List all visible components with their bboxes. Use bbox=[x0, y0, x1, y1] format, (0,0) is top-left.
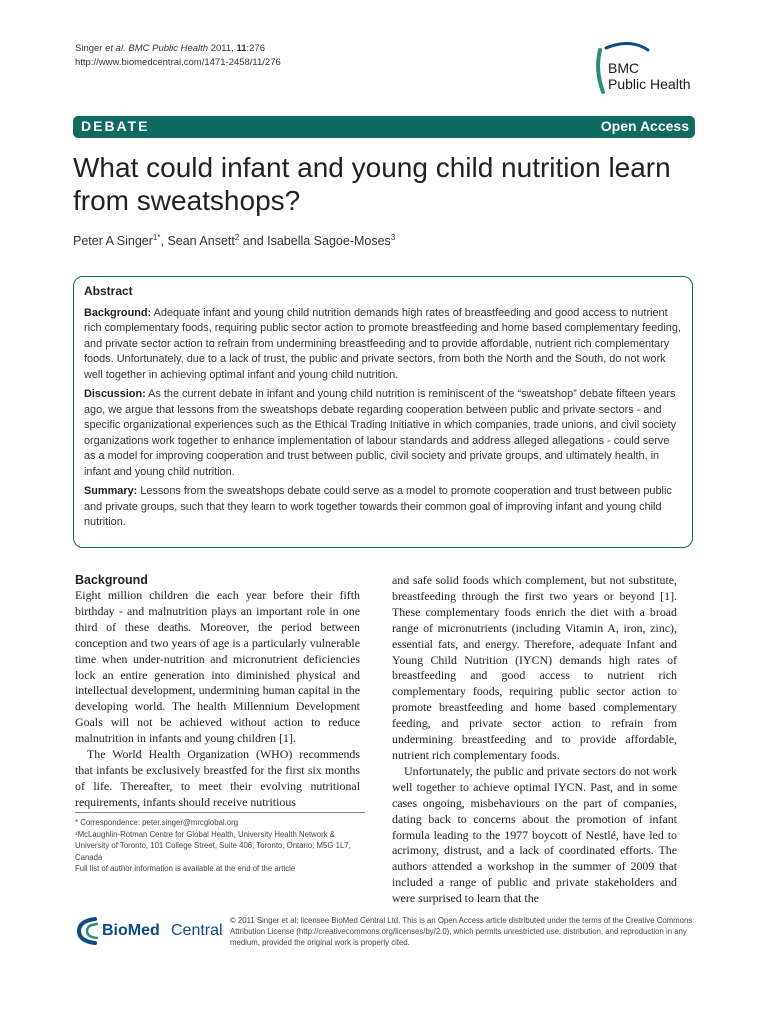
bmc-public-health-logo bbox=[592, 42, 702, 102]
article-type-banner bbox=[73, 116, 695, 138]
central-logo-word: Central bbox=[171, 922, 223, 939]
article-type-label: DEBATE bbox=[81, 118, 150, 134]
abstract-background: Background: Adequate infant and young child nutrition demands high rates of breastfeeding and good access to nutrient rich complementary foods, requiring public sector action to promote breastfeeding and home based complementary feeding, and private sector action to refrain from undermining breastfeeding and to provide affordable, nutrient rich complementary foods. Unfortunately, due to a lack of trust, the public and private sectors, from both the North and the South, do not work well together in achieving optimal infant and young child nutrition. bbox=[84, 306, 681, 381]
biomed-arc-icon bbox=[75, 915, 101, 945]
author-name: Isabella Sagoe-Moses bbox=[267, 234, 391, 249]
author-list: Peter A Singer$^{1*}$, Sean Ansett$^2$ and Isabella Sagoe-Moses$^3$ bbox=[73, 233, 396, 249]
body-paragraph: Eight million children die each year before their fifth birthday - and malnutrition plays an important role in one third of these deaths. Moreover, the period between conception and two years of age is a particularly vulnerable time when under-nutrition and micronutrient deficiencies lock an entire generation into diminished physical and intellectual development, undermining human capital in the developing world. The health Millennium Development Goals will not be achieved without action to reduce malnutrition in infants and young children [1]. bbox=[75, 588, 360, 746]
body-paragraph: The World Health Organization (WHO) recommends that infants be exclusively breastfed for the first six months of life. Thereafter, to meet their evolving nutritional requirements, infants should receive nutritious bbox=[75, 747, 360, 809]
abstract-heading: Abstract bbox=[84, 284, 133, 298]
author-name: Peter A Singer bbox=[73, 234, 153, 249]
body-column-left bbox=[75, 572, 360, 811]
author-affiliation: 2 bbox=[234, 233, 240, 242]
citation-line: Singer et al. BMC Public Health 2011, 11:276 bbox=[75, 43, 265, 54]
license-statement: © 2011 Singer et al; licensee BioMed Central Ltd. This is an Open Access article distributed under the terms of the Creative Commons Attribution License (http://creativecommons.org/licenses/by/2.0), which permits unrestricted use, distribution, and reproduction in any medium, provided the original work is properly cited. bbox=[230, 916, 693, 947]
author-name: Sean Ansett bbox=[167, 234, 235, 249]
body-column-right bbox=[392, 573, 677, 907]
citation-header bbox=[75, 42, 281, 70]
article-url[interactable]: http://www.biomedcentral.com/1471-2458/11/276 bbox=[75, 57, 281, 68]
abstract-discussion: Discussion: As the current debate in infant and young child nutrition is reminiscent of the “sweatshop” debate fifteen years ago, we argue that lessons from the sweatshops debate regarding cooperation between public and private sectors - and specific organizational experiences such as the Ethical Trading Initiative in which companies, trade unions, and civil society organizations work together to enhance implementation of labour standards and address alleged allegations - could serve as a model for improving cooperation and trust between public, civil society and private groups, and ultimately health, in infant and young child nutrition. bbox=[84, 388, 677, 478]
abstract-box bbox=[73, 276, 693, 548]
affiliation-note: ¹McLaughlin-Rotman Centre for Global Health, University Health Network & University of Toronto, 101 College Street, Suite 406, Toronto, Ontario, M5G 1L7, Canada bbox=[75, 829, 351, 862]
correspondence-note: * Correspondence: peter.singer@mrcglobal.org bbox=[75, 818, 239, 827]
biomed-central-logo bbox=[75, 915, 225, 949]
author-info-note: Full list of author information is available at the end of the article bbox=[75, 864, 296, 873]
abstract-summary: Summary: Lessons from the sweatshops debate could serve as a model to promote cooperation and trust between public and private groups, such that they learn to work together towards their common goal of improving infant and young child nutrition. bbox=[84, 485, 672, 528]
biomed-logo-word: BioMed bbox=[102, 922, 160, 939]
footnotes bbox=[75, 812, 365, 875]
body-paragraph: and safe solid foods which complement, but not substitute, breastfeeding through the first two years or beyond [1]. These complementary foods enrich the diet with a broad range of micronutrients (including Vitamin A, iron, zinc), essential fats, and energy. Therefore, adequate Infant and Young Child Nutrition (IYCN) demands high rates of breastfeeding and good access to nutrient rich complementary foods, requiring public sector action to promote breastfeeding and home based complementary feeding, and private sector action to refrain from undermining breastfeeding and to provide affordable, nutrient rich complementary foods. bbox=[392, 573, 677, 762]
author-affiliation: 1* bbox=[152, 233, 161, 242]
open-access-label: Open Access bbox=[600, 118, 689, 134]
author-affiliation: 3 bbox=[390, 233, 396, 242]
journal-logo-line1: BMC bbox=[608, 60, 640, 76]
article-title: What could infant and young child nutrition learn from sweatshops? bbox=[73, 152, 671, 216]
journal-logo-line2: Public Health bbox=[608, 76, 691, 92]
body-paragraph: Unfortunately, the public and private sectors do not work well together to achieve optimal IYCN. Past, and in some cases ongoing, misbehaviours on the part of companies, dating back to concerns about the promotion of infant formula leading to the 1977 boycott of Nestlé, have led to acrimony, distrust, and a lack of coordinated efforts. The authors attended a workshop in the summer of 2009 that included a range of public and private stakeholders and were surprised to learn that the bbox=[392, 763, 677, 906]
section-heading-background: Background bbox=[75, 573, 148, 587]
